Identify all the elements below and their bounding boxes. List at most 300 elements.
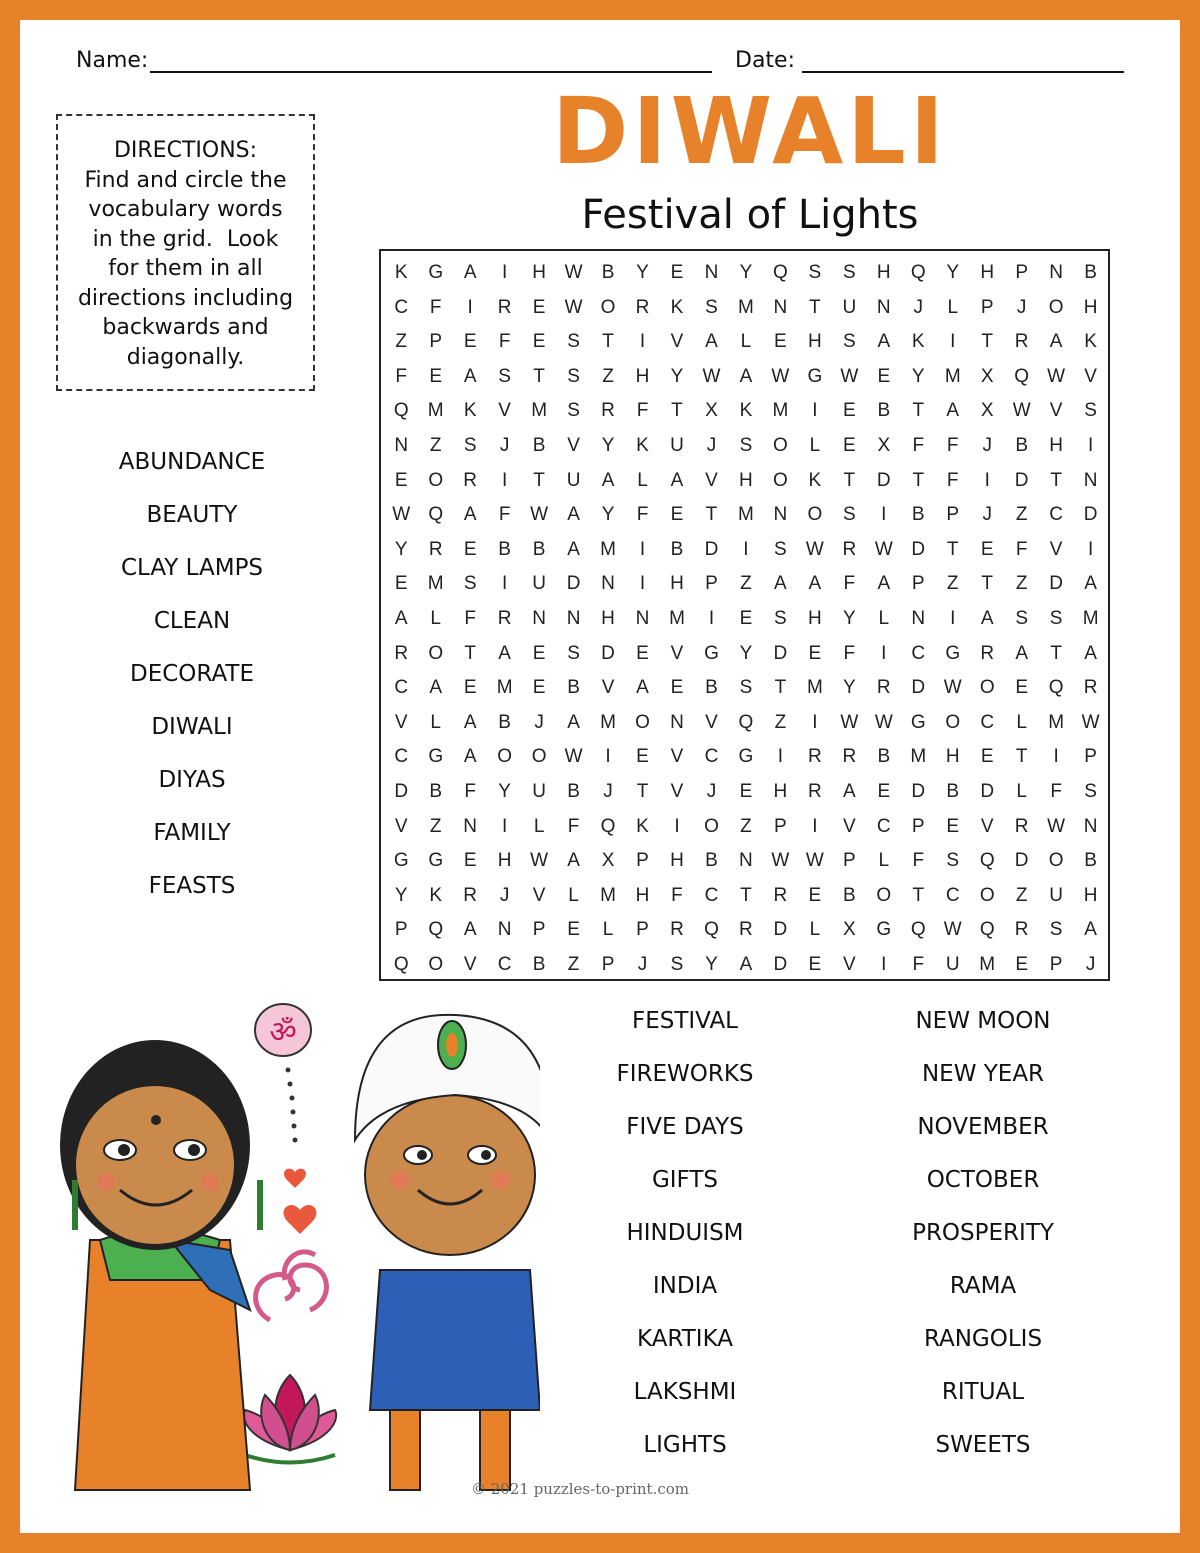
grid-letter[interactable]: F [498,331,511,353]
grid-letter[interactable]: O [979,677,995,699]
grid-letter[interactable]: E [532,677,546,699]
grid-letter[interactable]: D [876,469,891,491]
grid-letter[interactable]: J [982,434,992,456]
grid-letter[interactable]: S [946,850,960,872]
grid-letter[interactable]: B [1084,262,1097,283]
grid-letter[interactable]: F [912,953,925,975]
grid-letter[interactable]: F [843,642,856,664]
grid-letter[interactable]: E [739,607,753,629]
grid-letter[interactable]: G [704,642,719,664]
grid-letter[interactable]: J [603,780,613,802]
grid-letter[interactable]: L [1016,711,1027,733]
grid-letter[interactable]: H [773,780,788,802]
grid-letter[interactable]: E [877,780,891,802]
grid-letter[interactable]: V [842,815,856,837]
grid-letter[interactable]: S [1049,607,1063,629]
grid-letter[interactable]: C [704,884,719,906]
grid-letter[interactable]: H [635,365,650,387]
grid-letter[interactable]: V [1084,365,1097,387]
grid-letter[interactable]: O [876,884,892,906]
grid-letter[interactable]: R [980,642,995,664]
grid-letter[interactable]: K [739,400,753,422]
grid-letter[interactable]: C [911,642,926,664]
grid-letter[interactable]: S [739,434,753,456]
grid-letter[interactable]: D [911,780,926,802]
grid-letter[interactable]: E [394,573,408,595]
grid-letter[interactable]: A [463,746,477,768]
grid-letter[interactable]: D [1014,469,1029,491]
grid-letter[interactable]: Z [946,573,959,595]
grid-letter[interactable]: S [567,331,580,353]
grid-letter[interactable]: W [530,504,549,526]
grid-letter[interactable]: H [1083,296,1098,318]
grid-letter[interactable]: G [428,746,444,768]
grid-letter[interactable]: S [1049,919,1063,941]
grid-letter[interactable]: R [497,296,512,318]
grid-letter[interactable]: T [636,780,649,802]
grid-letter[interactable]: D [566,573,581,595]
grid-letter[interactable]: Y [670,365,684,387]
grid-letter[interactable]: T [602,331,614,353]
grid-letter[interactable]: O [635,711,650,733]
grid-letter[interactable]: Z [1015,573,1028,595]
grid-letter[interactable]: T [912,884,925,906]
grid-letter[interactable]: E [877,365,891,387]
grid-letter[interactable]: M [496,677,513,699]
grid-letter[interactable]: P [532,919,546,941]
grid-letter[interactable]: U [842,296,857,318]
grid-letter[interactable]: M [669,607,685,629]
grid-letter[interactable]: I [881,953,887,975]
grid-letter[interactable]: C [945,884,960,906]
grid-letter[interactable]: U [532,780,546,802]
grid-letter[interactable]: S [463,573,477,595]
grid-letter[interactable]: K [1084,331,1097,353]
grid-letter[interactable]: H [1049,434,1063,456]
grid-letter[interactable]: X [601,850,615,872]
grid-letter[interactable]: T [981,331,993,353]
grid-letter[interactable]: P [1049,953,1063,975]
grid-letter[interactable]: S [774,538,787,560]
grid-letter[interactable]: Q [393,400,409,422]
grid-letter[interactable]: A [636,677,649,699]
grid-letter[interactable]: W [564,746,583,768]
grid-letter[interactable]: G [393,850,409,872]
grid-letter[interactable]: R [1014,331,1029,353]
grid-letter[interactable]: A [946,400,960,422]
grid-letter[interactable]: E [567,919,580,941]
grid-letter[interactable]: E [463,331,477,353]
grid-letter[interactable]: F [946,434,959,456]
grid-letter[interactable]: O [428,953,444,975]
grid-letter[interactable]: K [911,331,925,353]
grid-letter[interactable]: J [913,296,924,318]
grid-letter[interactable]: B [911,504,925,526]
grid-letter[interactable]: Y [394,884,408,906]
grid-letter[interactable]: A [739,953,753,975]
grid-letter[interactable]: L [533,815,545,837]
grid-letter[interactable]: D [773,642,788,664]
grid-letter[interactable]: T [774,677,787,699]
grid-letter[interactable]: R [635,296,650,318]
grid-letter[interactable]: J [706,434,717,456]
grid-letter[interactable]: E [429,365,443,387]
grid-letter[interactable]: O [1048,850,1064,872]
grid-letter[interactable]: B [946,780,960,802]
grid-letter[interactable]: V [394,711,408,733]
grid-letter[interactable]: M [738,296,754,318]
grid-letter[interactable]: Y [601,504,615,526]
grid-letter[interactable]: I [984,469,990,491]
grid-letter[interactable]: H [807,607,822,629]
grid-letter[interactable]: D [1049,573,1063,595]
grid-letter[interactable]: P [1084,746,1097,768]
grid-letter[interactable]: E [980,538,994,560]
grid-letter[interactable]: R [876,677,891,699]
grid-letter[interactable]: L [947,296,959,318]
grid-letter[interactable]: I [639,573,646,595]
name-field[interactable] [150,71,712,73]
grid-letter[interactable]: W [564,262,583,283]
grid-letter[interactable]: N [463,815,478,837]
grid-letter[interactable]: A [1084,919,1097,941]
grid-letter[interactable]: T [981,573,993,595]
grid-letter[interactable]: N [773,504,788,526]
grid-letter[interactable]: N [670,711,684,733]
grid-letter[interactable]: C [394,296,409,318]
grid-letter[interactable]: B [670,538,684,560]
grid-letter[interactable]: V [670,331,684,353]
grid-letter[interactable]: V [705,469,718,491]
grid-letter[interactable]: A [463,365,477,387]
grid-letter[interactable]: F [464,607,476,629]
grid-letter[interactable]: L [740,331,752,353]
grid-letter[interactable]: Q [704,919,719,941]
grid-letter[interactable]: E [532,331,546,353]
grid-letter[interactable]: K [808,469,822,491]
grid-letter[interactable]: N [704,262,719,283]
grid-letter[interactable]: F [912,434,925,456]
grid-letter[interactable]: E [636,642,649,664]
grid-letter[interactable]: R [807,780,822,802]
grid-letter[interactable]: D [1083,504,1098,526]
grid-letter[interactable]: K [463,400,477,422]
grid-letter[interactable]: W [392,504,411,526]
grid-letter[interactable]: R [1083,677,1098,699]
grid-letter[interactable]: G [910,711,926,733]
grid-letter[interactable]: W [805,850,824,872]
grid-letter[interactable]: D [601,642,615,664]
grid-letter[interactable]: A [567,711,580,733]
grid-letter[interactable]: E [808,884,822,906]
grid-letter[interactable]: D [704,538,719,560]
grid-letter[interactable]: Z [740,815,752,837]
grid-letter[interactable]: V [567,434,580,456]
grid-letter[interactable]: G [428,850,444,872]
grid-letter[interactable]: M [600,538,616,560]
grid-letter[interactable]: I [812,711,818,733]
grid-letter[interactable]: T [464,642,476,664]
grid-letter[interactable]: A [498,642,511,664]
grid-letter[interactable]: A [842,780,856,802]
grid-letter[interactable]: R [463,469,478,491]
grid-letter[interactable]: R [463,884,478,906]
grid-letter[interactable]: V [1049,538,1063,560]
grid-letter[interactable]: D [773,953,788,975]
grid-letter[interactable]: D [911,677,926,699]
grid-letter[interactable]: M [979,953,996,975]
grid-letter[interactable]: P [705,573,718,595]
grid-letter[interactable]: N [497,919,512,941]
grid-letter[interactable]: Z [740,573,752,595]
grid-letter[interactable]: S [842,504,856,526]
grid-letter[interactable]: F [395,365,408,387]
grid-letter[interactable]: W [1012,400,1031,422]
grid-letter[interactable]: E [1015,677,1029,699]
grid-letter[interactable]: N [394,434,409,456]
grid-letter[interactable]: B [532,434,546,456]
grid-letter[interactable]: O [1048,296,1064,318]
grid-letter[interactable]: A [1084,573,1097,595]
grid-letter[interactable]: U [532,573,546,595]
grid-letter[interactable]: B [498,538,511,560]
grid-letter[interactable]: K [636,815,649,837]
grid-letter[interactable]: R [842,746,857,768]
grid-letter[interactable]: P [636,850,649,872]
grid-letter[interactable]: I [674,815,680,837]
grid-letter[interactable]: M [806,677,823,699]
grid-letter[interactable]: I [639,331,646,353]
grid-letter[interactable]: L [430,711,441,733]
grid-letter[interactable]: A [567,538,580,560]
grid-letter[interactable]: F [1015,538,1028,560]
grid-letter[interactable]: K [429,884,443,906]
grid-letter[interactable]: R [394,642,409,664]
grid-letter[interactable]: H [945,746,960,768]
grid-letter[interactable]: J [1016,296,1027,318]
grid-letter[interactable]: A [980,607,994,629]
grid-letter[interactable]: G [945,642,961,664]
grid-letter[interactable]: U [566,469,581,491]
grid-letter[interactable]: A [705,331,718,353]
grid-letter[interactable]: I [812,400,818,422]
grid-letter[interactable]: C [704,746,719,768]
grid-letter[interactable]: L [878,850,890,872]
grid-letter[interactable]: X [842,919,856,941]
grid-letter[interactable]: V [670,746,684,768]
grid-letter[interactable]: X [980,400,994,422]
grid-letter[interactable]: K [636,434,649,456]
grid-letter[interactable]: E [670,677,684,699]
grid-letter[interactable]: E [670,504,684,526]
grid-letter[interactable]: I [950,331,956,353]
grid-letter[interactable]: S [808,262,822,283]
grid-letter[interactable]: W [771,850,790,872]
grid-letter[interactable]: V [532,884,546,906]
grid-letter[interactable]: Z [774,711,787,733]
grid-letter[interactable]: T [1050,642,1062,664]
grid-letter[interactable]: Q [979,919,995,941]
grid-letter[interactable]: G [807,365,823,387]
grid-letter[interactable]: I [812,815,818,837]
grid-letter[interactable]: I [743,538,749,560]
grid-letter[interactable]: Z [429,434,442,456]
grid-letter[interactable]: B [567,677,580,699]
grid-letter[interactable]: Q [1048,677,1064,699]
grid-letter[interactable]: S [567,400,580,422]
grid-letter[interactable]: M [738,504,754,526]
grid-letter[interactable]: Q [738,711,754,733]
grid-letter[interactable]: R [739,919,753,941]
grid-letter[interactable]: F [636,504,649,526]
grid-letter[interactable]: E [636,746,649,768]
grid-letter[interactable]: S [739,677,753,699]
grid-letter[interactable]: A [739,365,753,387]
grid-letter[interactable]: R [807,746,822,768]
grid-letter[interactable]: G [876,919,892,941]
grid-letter[interactable]: O [979,884,995,906]
grid-letter[interactable]: T [533,365,545,387]
grid-letter[interactable]: M [600,711,616,733]
grid-letter[interactable]: F [843,573,856,595]
grid-letter[interactable]: V [1049,400,1063,422]
grid-letter[interactable]: W [840,711,859,733]
grid-letter[interactable]: H [497,850,512,872]
grid-letter[interactable]: E [808,953,822,975]
grid-letter[interactable]: E [463,538,477,560]
grid-letter[interactable]: Z [1015,504,1028,526]
grid-letter[interactable]: Z [567,953,580,975]
grid-letter[interactable]: H [876,262,891,283]
grid-letter[interactable]: R [842,538,857,560]
grid-letter[interactable]: H [807,331,822,353]
grid-letter[interactable]: H [601,607,615,629]
grid-letter[interactable]: L [809,434,821,456]
grid-letter[interactable]: E [394,469,408,491]
grid-letter[interactable]: N [1083,469,1098,491]
grid-letter[interactable]: V [670,642,684,664]
grid-letter[interactable]: W [1081,711,1100,733]
grid-letter[interactable]: T [671,400,683,422]
grid-letter[interactable]: A [429,677,443,699]
grid-letter[interactable]: N [739,850,753,872]
grid-letter[interactable]: A [670,469,684,491]
grid-letter[interactable]: O [704,815,719,837]
grid-letter[interactable]: F [636,400,649,422]
grid-letter[interactable]: B [567,780,580,802]
grid-letter[interactable]: C [394,677,409,699]
grid-letter[interactable]: B [429,780,443,802]
grid-letter[interactable]: R [1014,815,1029,837]
grid-letter[interactable]: H [670,850,684,872]
grid-letter[interactable]: S [567,642,580,664]
grid-letter[interactable]: I [605,746,611,768]
grid-letter[interactable]: H [532,262,546,283]
grid-letter[interactable]: Y [498,780,511,802]
grid-letter[interactable]: O [773,434,788,456]
grid-letter[interactable]: B [1084,850,1097,872]
grid-letter[interactable]: V [670,780,684,802]
grid-letter[interactable]: W [1047,815,1066,837]
date-field[interactable] [802,71,1124,73]
grid-letter[interactable]: W [1047,365,1066,387]
grid-letter[interactable]: V [980,815,994,837]
grid-letter[interactable]: E [808,642,822,664]
grid-letter[interactable]: R [773,884,788,906]
grid-letter[interactable]: I [950,607,956,629]
grid-letter[interactable]: K [670,296,684,318]
grid-letter[interactable]: O [600,296,616,318]
grid-letter[interactable]: M [427,400,444,422]
grid-letter[interactable]: W [771,365,790,387]
grid-letter[interactable]: S [774,607,787,629]
grid-letter[interactable]: T [533,469,545,491]
grid-letter[interactable]: L [637,469,648,491]
grid-letter[interactable]: T [843,469,856,491]
grid-letter[interactable]: B [532,953,546,975]
grid-letter[interactable]: H [739,469,753,491]
grid-letter[interactable]: B [532,538,546,560]
grid-letter[interactable]: A [394,607,408,629]
grid-letter[interactable]: D [980,780,995,802]
grid-letter[interactable]: E [463,850,477,872]
grid-letter[interactable]: E [532,642,546,664]
grid-letter[interactable]: V [842,953,856,975]
grid-letter[interactable]: S [1084,780,1097,802]
grid-letter[interactable]: Z [429,815,442,837]
grid-letter[interactable]: M [600,884,616,906]
grid-letter[interactable]: Q [428,504,444,526]
grid-letter[interactable]: N [635,607,650,629]
grid-letter[interactable]: X [877,434,891,456]
grid-letter[interactable]: Y [739,642,753,664]
grid-letter[interactable]: O [531,746,547,768]
grid-letter[interactable]: W [943,677,962,699]
grid-letter[interactable]: A [774,573,787,595]
grid-letter[interactable]: Z [395,331,408,353]
grid-letter[interactable]: B [1015,434,1029,456]
grid-letter[interactable]: A [808,573,822,595]
grid-letter[interactable]: Q [1014,365,1030,387]
grid-letter[interactable]: M [1082,607,1099,629]
grid-letter[interactable]: A [567,504,580,526]
grid-letter[interactable]: P [774,815,787,837]
grid-letter[interactable]: L [568,884,579,906]
grid-letter[interactable]: H [635,884,650,906]
grid-letter[interactable]: I [1087,434,1094,456]
grid-letter[interactable]: Q [600,815,616,837]
grid-letter[interactable]: T [912,400,925,422]
grid-letter[interactable]: P [946,504,960,526]
grid-letter[interactable]: E [842,434,856,456]
grid-letter[interactable]: Q [773,262,788,283]
grid-letter[interactable]: E [946,815,960,837]
grid-letter[interactable]: E [1015,953,1029,975]
grid-letter[interactable]: N [532,607,546,629]
grid-letter[interactable]: N [876,296,891,318]
grid-letter[interactable]: B [877,746,891,768]
grid-letter[interactable]: R [601,400,615,422]
grid-letter[interactable]: G [428,262,444,283]
grid-letter[interactable]: W [943,919,962,941]
grid-letter[interactable]: J [982,504,992,526]
grid-letter[interactable]: J [499,434,510,456]
grid-letter[interactable]: H [1083,884,1098,906]
grid-letter[interactable]: B [705,677,718,699]
grid-letter[interactable]: V [463,953,477,975]
grid-letter[interactable]: M [531,400,548,422]
grid-letter[interactable]: A [1015,642,1029,664]
